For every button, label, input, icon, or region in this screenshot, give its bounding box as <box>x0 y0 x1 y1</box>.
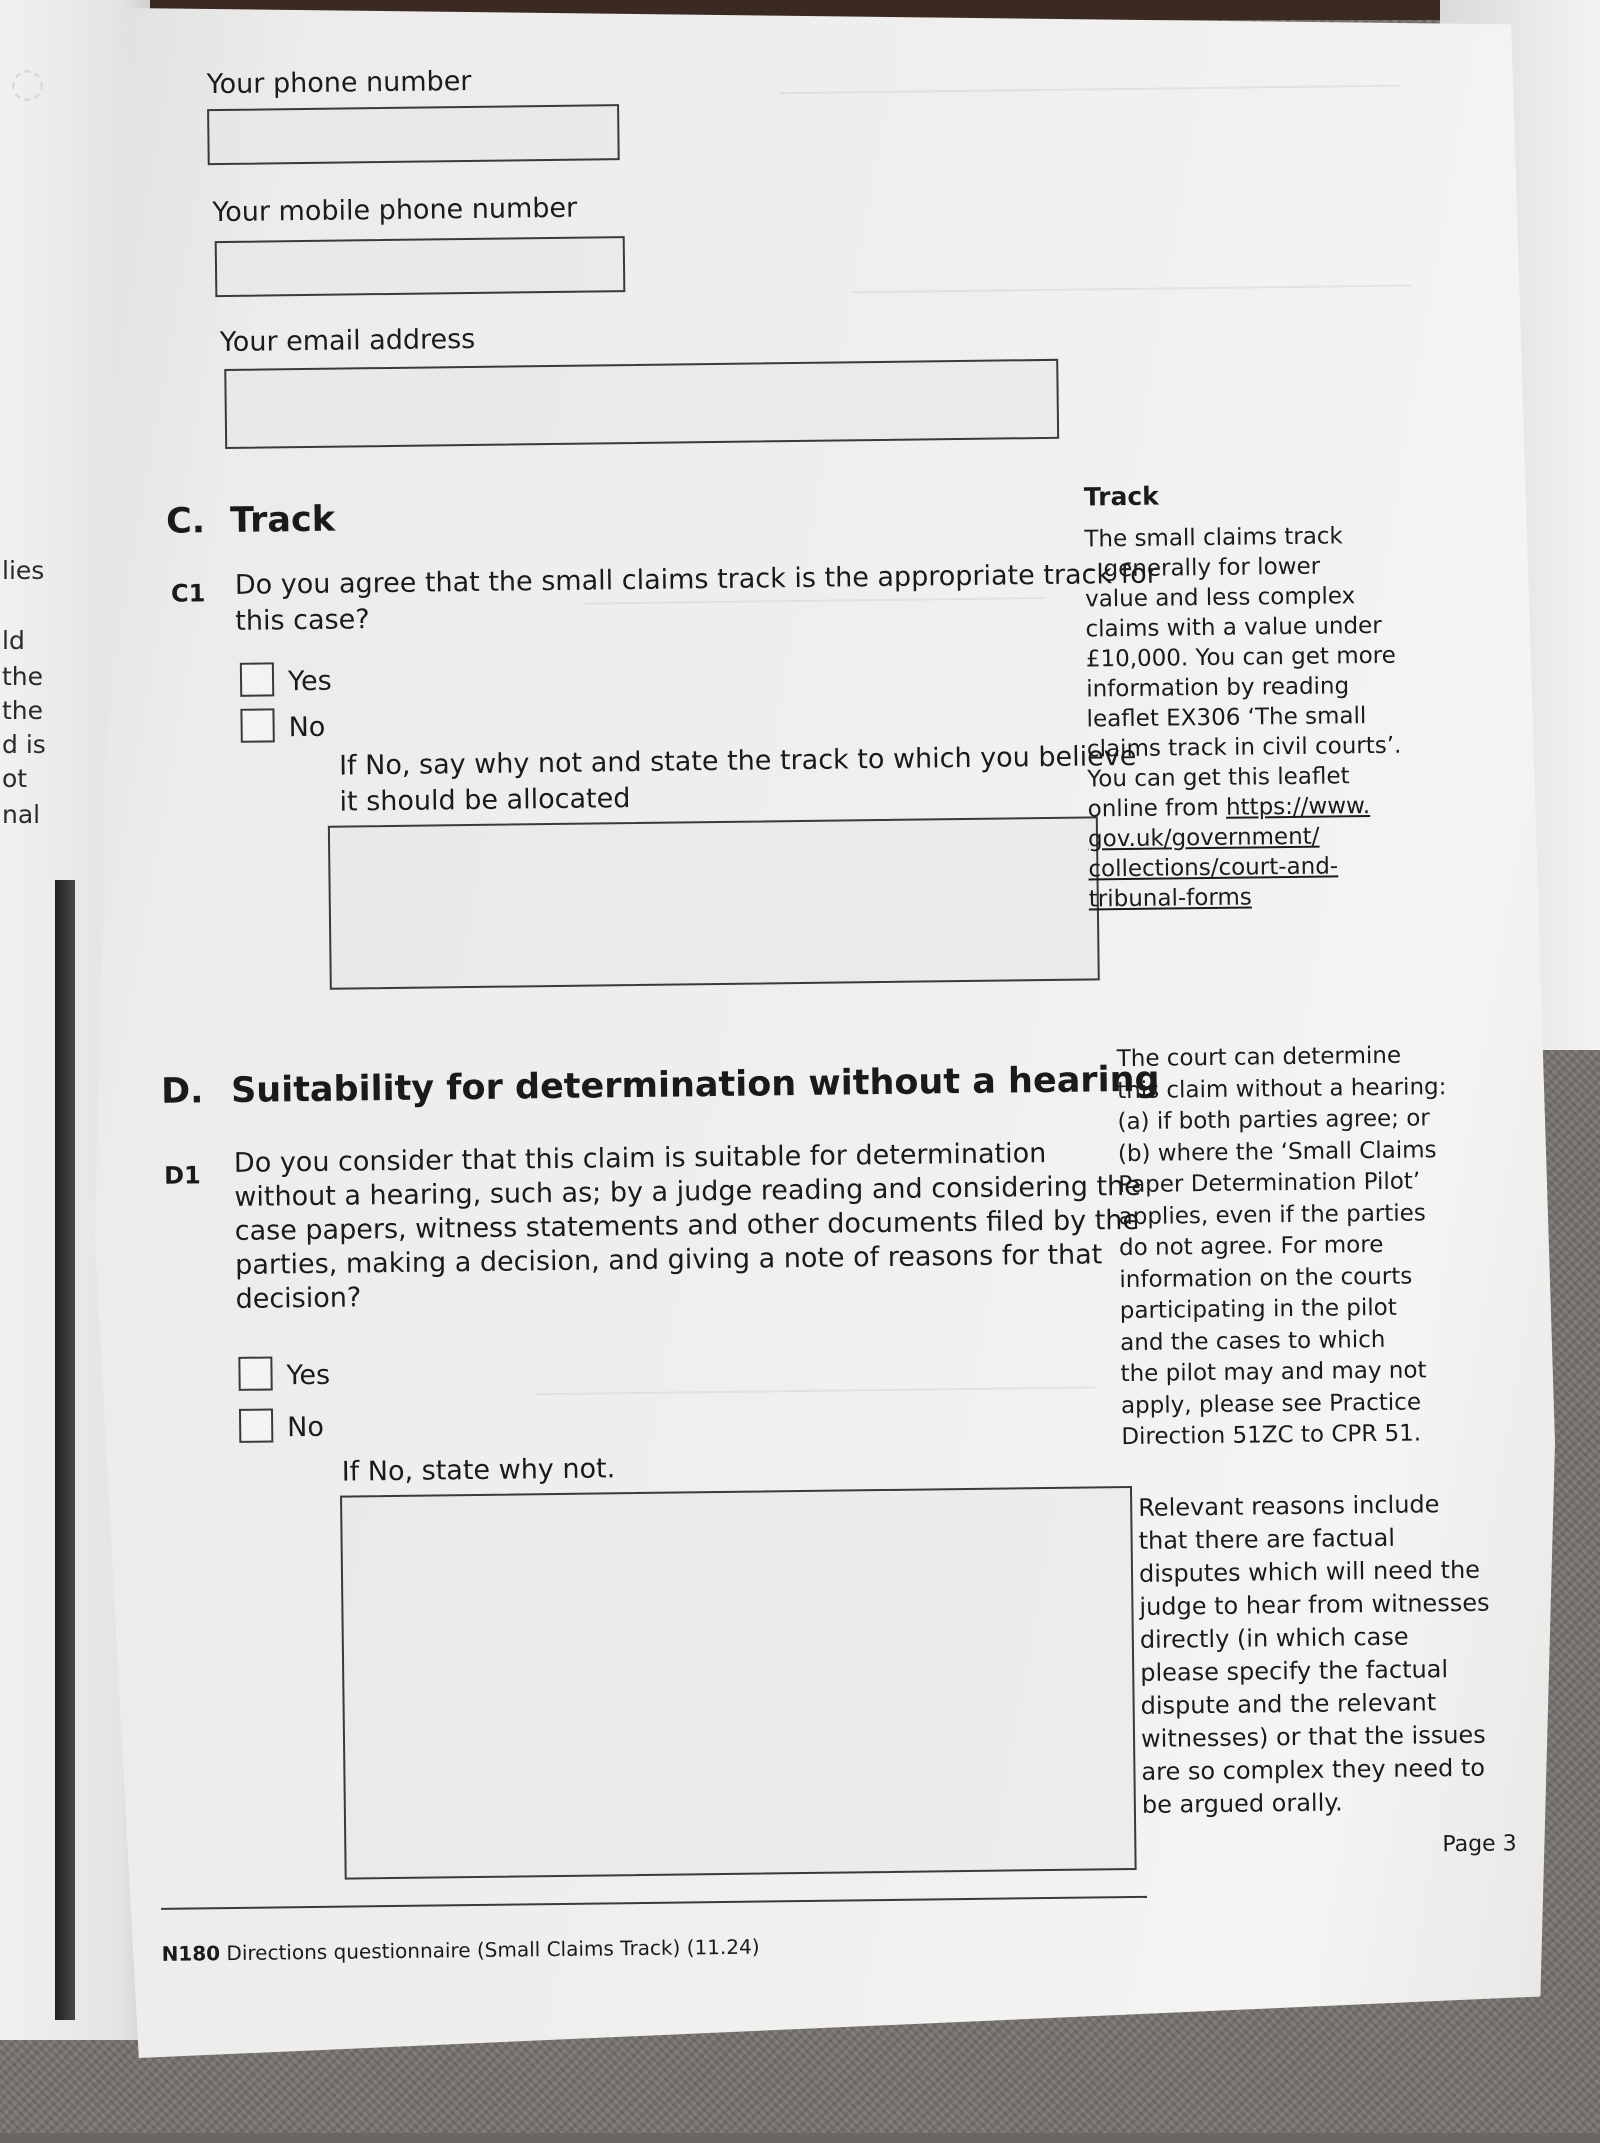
track-guidance-line: online from <box>1087 794 1219 823</box>
bleed-through <box>535 1386 1095 1395</box>
gov-uk-link-cont[interactable]: gov.uk/government/ <box>1087 823 1320 853</box>
determination-guidance-note <box>1117 1040 1451 1453</box>
determination-guidance-line: do not agree. For more <box>1118 1231 1384 1262</box>
mobile-label: Your mobile phone number <box>212 192 578 229</box>
bleed-through <box>851 284 1411 293</box>
gov-uk-link-cont[interactable]: tribunal-forms <box>1088 884 1252 913</box>
track-guidance-line: value and less complex <box>1084 583 1356 613</box>
d1-yes-label: Yes <box>286 1359 331 1392</box>
determination-guidance-line: the pilot may and may not <box>1120 1357 1427 1388</box>
question-c1-number: C1 <box>170 579 206 608</box>
form-code: N180 <box>161 1941 221 1966</box>
relevant-reasons-line: are so complex they need to <box>1141 1753 1486 1786</box>
d1-if-no-label: If No, state why not. <box>341 1453 616 1488</box>
phone-field[interactable] <box>207 104 620 165</box>
determination-guidance-line: apply, please see Practice <box>1120 1388 1422 1419</box>
question-c1-line2: this case? <box>235 604 370 637</box>
back-fragment: the <box>2 696 44 725</box>
d1-no-label: No <box>286 1411 325 1444</box>
back-fragment: the <box>2 662 44 691</box>
relevant-reasons-line: that there are factual <box>1138 1523 1396 1555</box>
question-d1-line: Do you consider that this claim is suitable for determination <box>233 1138 1047 1179</box>
d1-yes-checkbox[interactable] <box>238 1356 272 1390</box>
relevant-reasons-line: please specify the factual <box>1140 1655 1449 1687</box>
question-d1-number: D1 <box>163 1161 201 1190</box>
email-field[interactable] <box>224 359 1059 449</box>
section-d-letter: D. <box>160 1071 204 1112</box>
determination-guidance-line: participating in the pilot <box>1119 1294 1397 1325</box>
c1-if-no-line1: If No, say why not and state the track to which you believe <box>338 740 1137 782</box>
relevant-reasons-line: witnesses) or that the issues <box>1140 1720 1486 1753</box>
determination-guidance-line: Direction 51ZC to CPR 51. <box>1121 1420 1422 1451</box>
determination-guidance-line: information on the courts <box>1119 1263 1413 1293</box>
back-fragment: d is <box>2 730 46 759</box>
relevant-reasons-line: dispute and the relevant <box>1140 1688 1437 1720</box>
relevant-reasons-line: judge to hear from witnesses <box>1139 1588 1490 1621</box>
footer-rule <box>161 1896 1147 1910</box>
phone-label: Your phone number <box>206 65 472 101</box>
c1-no-checkbox[interactable] <box>240 708 274 742</box>
ghost-mark: ◌ <box>10 60 45 106</box>
relevant-reasons-line: Relevant reasons include <box>1138 1490 1440 1522</box>
c1-if-no-line2: it should be allocated <box>339 783 631 818</box>
question-d1-text <box>234 1136 1142 1317</box>
track-guidance-line: claims track in civil courts’. <box>1086 732 1402 763</box>
determination-guidance-line: applies, even if the parties <box>1118 1199 1426 1230</box>
back-fragment: ld <box>2 626 25 655</box>
c1-reason-field[interactable] <box>328 816 1100 989</box>
track-guidance-line: The small claims track <box>1084 523 1343 553</box>
question-d1-line: decision? <box>235 1282 362 1315</box>
determination-guidance-line: Paper Determination Pilot’ <box>1118 1168 1421 1199</box>
d1-no-checkbox[interactable] <box>239 1408 273 1442</box>
form-footer <box>161 1935 759 1966</box>
track-guidance-line: information by reading <box>1086 673 1350 703</box>
section-d-heading: Suitability for determination without a hearing <box>230 1059 1160 1111</box>
determination-guidance-line: (a) if both parties agree; or <box>1117 1105 1430 1136</box>
c1-no-label: No <box>288 711 326 744</box>
track-guidance-line: leaflet EX306 ‘The small <box>1086 703 1367 733</box>
question-d1-line: parties, making a decision, and giving a note of reasons for that <box>235 1239 1103 1281</box>
track-guidance-line: – generally for lower <box>1084 553 1321 583</box>
section-c-heading: Track <box>229 499 336 541</box>
bleed-through <box>779 85 1399 95</box>
relevant-reasons-line: be argued orally. <box>1141 1788 1343 1819</box>
back-fragment: nal <box>2 800 41 829</box>
track-guidance-note <box>1084 479 1404 915</box>
bleed-through <box>585 597 1045 605</box>
back-fragment: ot <box>2 764 28 793</box>
back-fragment: lies <box>2 556 45 585</box>
question-d1-line: case papers, witness statements and other documents filed by the <box>234 1204 1140 1247</box>
c1-yes-label: Yes <box>287 665 332 698</box>
form-title: Directions questionnaire (Small Claims Track) (11.24) <box>226 1934 760 1966</box>
email-label: Your email address <box>219 323 476 359</box>
determination-guidance-line: (b) where the ‘Small Claims <box>1117 1136 1437 1167</box>
gov-uk-link[interactable]: https://www. <box>1225 793 1371 821</box>
c1-yes-checkbox[interactable] <box>240 662 274 696</box>
track-guidance-line: £10,000. You can get more <box>1085 642 1396 673</box>
track-guidance-line: claims with a value under <box>1085 612 1382 643</box>
determination-guidance-line: this claim without a hearing: <box>1116 1073 1447 1104</box>
question-d1-line: without a hearing, such as; by a judge reading and considering the <box>234 1170 1141 1213</box>
page-number: Page 3 <box>1442 1831 1517 1858</box>
relevant-reasons-note <box>1138 1488 1492 1822</box>
track-guidance-heading: Track <box>1083 481 1160 512</box>
gov-uk-link-cont[interactable]: collections/court-and- <box>1088 853 1339 883</box>
section-c-letter: C. <box>165 501 206 542</box>
question-c1-line1: Do you agree that the small claims track is the appropriate track for <box>234 558 1158 601</box>
relevant-reasons-line: directly (in which case <box>1139 1622 1409 1654</box>
mobile-field[interactable] <box>215 236 626 297</box>
determination-guidance-line: The court can determine <box>1116 1042 1402 1073</box>
d1-reason-field[interactable] <box>340 1486 1137 1880</box>
determination-guidance-line: and the cases to which <box>1120 1326 1386 1356</box>
track-guidance-line: You can get this leaflet <box>1087 763 1350 793</box>
relevant-reasons-line: disputes which will need the <box>1138 1555 1481 1588</box>
